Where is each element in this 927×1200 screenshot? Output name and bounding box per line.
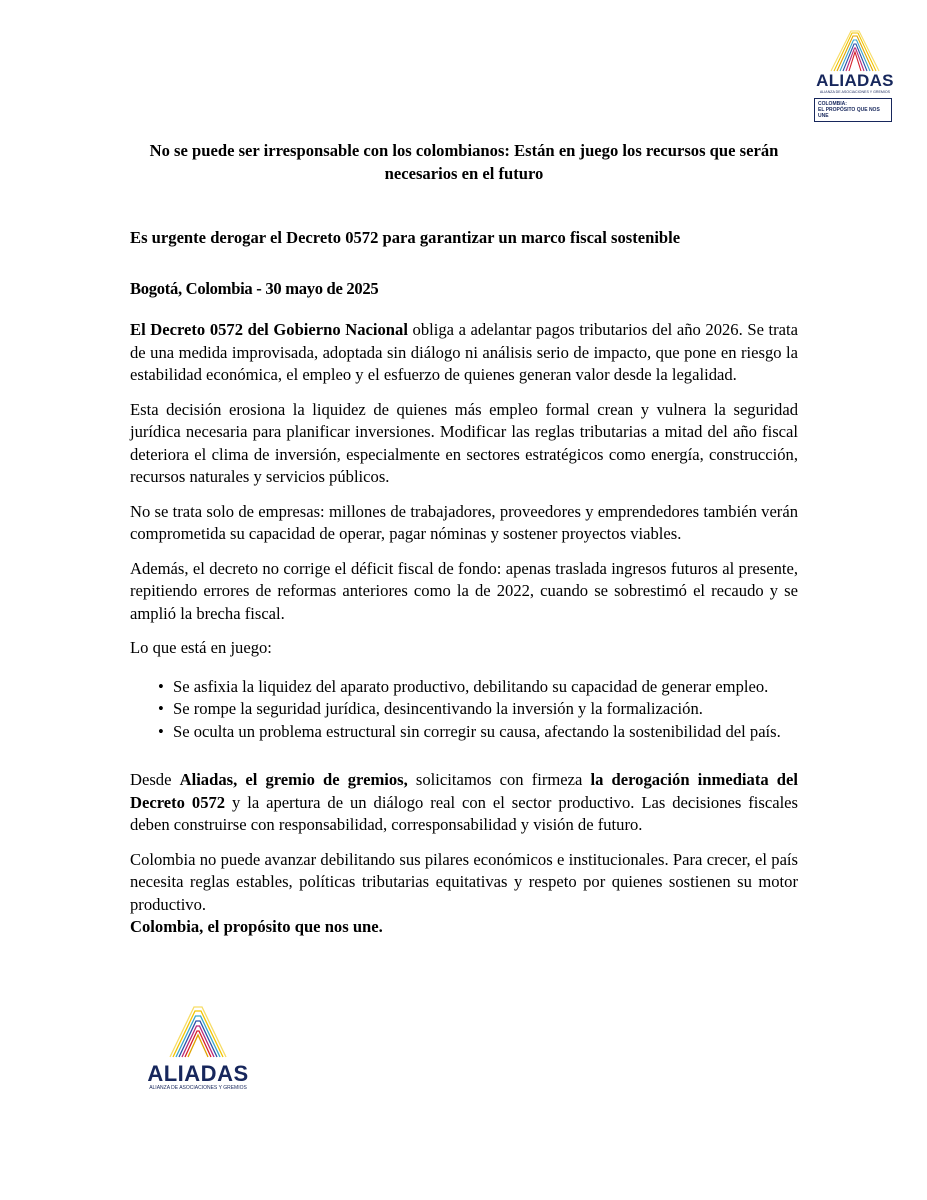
list-item-text: Se asfixia la liquidez del aparato productivo, debilitando su capacidad de generar empleo. [173, 676, 769, 696]
paragraph-4: Además, el decreto no corrige el déficit fiscal de fondo: apenas traslada ingresos futuros al presente, repitiendo errores de reformas anteriores como la de 2022, cuando se sobrestimó el recaudo y se amplió la brecha fiscal. [130, 558, 798, 623]
bullet-dot-icon: • [158, 721, 164, 741]
logo-subtitle: ALIANZA DE ASOCIACIONES Y GREMIOS [819, 90, 891, 94]
paragraph-3: No se trata solo de empresas: millones de trabajadores, proveedores y emprendedores también verán comprometida su capacidad de operar, pagar nóminas y sostener proyectos viables. [130, 501, 798, 543]
logo-brand: ALIADAS [147, 1061, 249, 1086]
list-intro: Lo que está en juego: [130, 638, 272, 657]
logo-tagline [814, 98, 892, 122]
header-logo [814, 30, 896, 122]
p5-bold-1: Aliadas, el gremio de gremios, [179, 770, 408, 789]
tagline-line1: COLOMBIA: [818, 101, 847, 107]
logo-subtitle: ALIANZA DE ASOCIACIONES Y GREMIOS [149, 1085, 247, 1091]
bullet-list [130, 676, 798, 744]
document-body [130, 140, 798, 939]
list-item [130, 676, 798, 699]
bullet-dot-icon: • [158, 676, 164, 696]
aliadas-logo-icon [814, 30, 896, 72]
dateline: Bogotá, Colombia - 30 mayo de 2025 [130, 278, 379, 298]
paragraph-1 [130, 319, 798, 387]
p5-text-1: Desde [130, 770, 180, 789]
closing-bold: Colombia, el propósito que nos une [130, 917, 379, 936]
paragraph-5 [130, 769, 798, 837]
list-item [130, 721, 798, 744]
footer-logo [142, 1004, 254, 1092]
logo-brand: ALIADAS [816, 71, 894, 90]
list-item [130, 698, 798, 721]
paragraph-2: Esta decisión erosiona la liquidez de quienes más empleo formal crean y vulnera la seguridad jurídica necesaria para planificar inversiones. Modificar las reglas tributarias a mitad del año fiscal deteriora el clima de inversión, especialmente en sectores estratégicos como energía, construcción, recursos naturales y servicios públicos. [130, 399, 798, 486]
p5-text-2: solicitamos con firmeza [407, 770, 591, 789]
p5-bold-2: la derogación inmediata del Decreto 0572 [130, 770, 798, 812]
document-title: No se puede ser irresponsable con los colombianos: Están en juego los recursos que serán necesarios en el futuro [149, 141, 779, 183]
list-item-text: Se oculta un problema estructural sin corregir su causa, afectando la sostenibilidad del país. [173, 721, 781, 741]
tagline-line2: EL PROPÓSITO QUE NOS UNE [818, 107, 880, 119]
bullet-dot-icon: • [158, 699, 164, 718]
paragraph-6: Colombia no puede avanzar debilitando sus pilares económicos e institucionales. Para crecer, el país necesita reglas estables, políticas tributarias equitativas y respeto por quienes sostienen su motor productivo. [130, 849, 798, 914]
p1-text: obliga a adelantar pagos tributarios del año 2026. Se trata de una medida improvisada, adoptada sin diálogo ni análisis serio de impacto, que pone en riesgo la estabilidad económica, el empleo y el esfuerzo de quienes generan valor desde la legalidad. [130, 320, 798, 384]
p1-bold: El Decreto 0572 del Gobierno Nacional [130, 320, 408, 339]
closing-end: . [378, 917, 383, 936]
closing-line [130, 916, 798, 939]
p5-text-3: y la apertura de un diálogo real con el sector productivo. Las decisiones fiscales deben construirse con responsabilidad, corresponsabilidad y visión de futuro. [130, 792, 799, 834]
aliadas-logo-icon [142, 1004, 254, 1058]
document-subtitle: Es urgente derogar el Decreto 0572 para garantizar un marco fiscal sostenible [130, 228, 681, 247]
list-item-text: Se rompe la seguridad jurídica, desincentivando la inversión y la formalización. [173, 699, 703, 718]
